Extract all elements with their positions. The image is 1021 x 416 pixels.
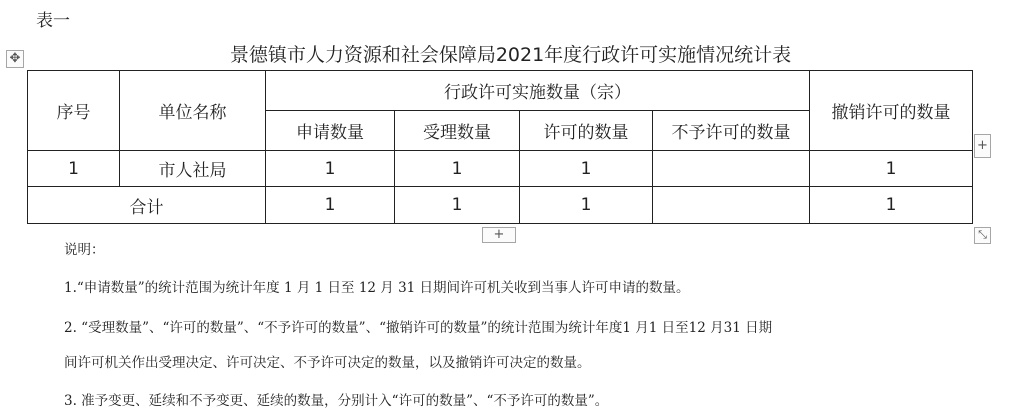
header-permit-count-group: 行政许可实施数量（宗） [266,71,810,111]
total-accepted-cell: 1 [395,187,520,224]
row-applications-cell: 1 [266,151,395,187]
statistics-table [27,70,973,224]
header-unit-name: 单位名称 [120,71,266,151]
total-label-cell: 合计 [28,187,266,224]
total-not-permitted-cell [653,187,810,224]
header-revoked-count: 撤销许可的数量 [810,71,973,151]
note-item-2-continued: 间许可机关作出受理决定、许可决定、不予许可决定的数量，以及撤销许可决定的数量。 [64,355,591,371]
row-unit-cell: 市人社局 [120,151,266,187]
header-not-permitted: 不予许可的数量 [653,111,810,151]
notes-heading: 说明： [64,242,105,258]
document-label: 表一 [36,11,70,31]
table-move-handle-icon[interactable]: ✥ [6,50,24,68]
table-total-row [28,187,973,224]
table-title: 景德镇市人力资源和社会保障局2021年度行政许可实施情况统计表 [229,44,792,66]
row-revoked-cell: 1 [810,151,973,187]
note-item-3: 3. 准予变更、延续和不予变更、延续的数量，分别计入“许可的数量”、“不予许可的数量”。 [64,393,609,409]
total-permitted-cell: 1 [520,187,653,224]
add-column-button[interactable]: + [974,134,991,158]
total-applications-cell: 1 [266,187,395,224]
row-accepted-cell: 1 [395,151,520,187]
table-resize-handle-icon[interactable]: ⤡ [974,227,991,244]
header-permitted: 许可的数量 [520,111,653,151]
header-seq: 序号 [28,71,120,151]
total-revoked-cell: 1 [810,187,973,224]
table-row [28,151,973,187]
header-accepted: 受理数量 [395,111,520,151]
row-not-permitted-cell [653,151,810,187]
note-item-1: 1.“申请数量”的统计范围为统计年度 1 月 1 日至 12 月 31 日期间许可机关收到当事人许可申请的数量。 [64,280,690,296]
row-permitted-cell: 1 [520,151,653,187]
row-seq-cell: 1 [28,151,120,187]
add-row-button[interactable]: + [482,227,516,243]
note-item-2: 2. “受理数量”、“许可的数量”、“不予许可的数量”、“撤销许可的数量”的统计范围为统计年度1 月1 日至12 月31 日期 [64,320,773,336]
header-applications: 申请数量 [266,111,395,151]
